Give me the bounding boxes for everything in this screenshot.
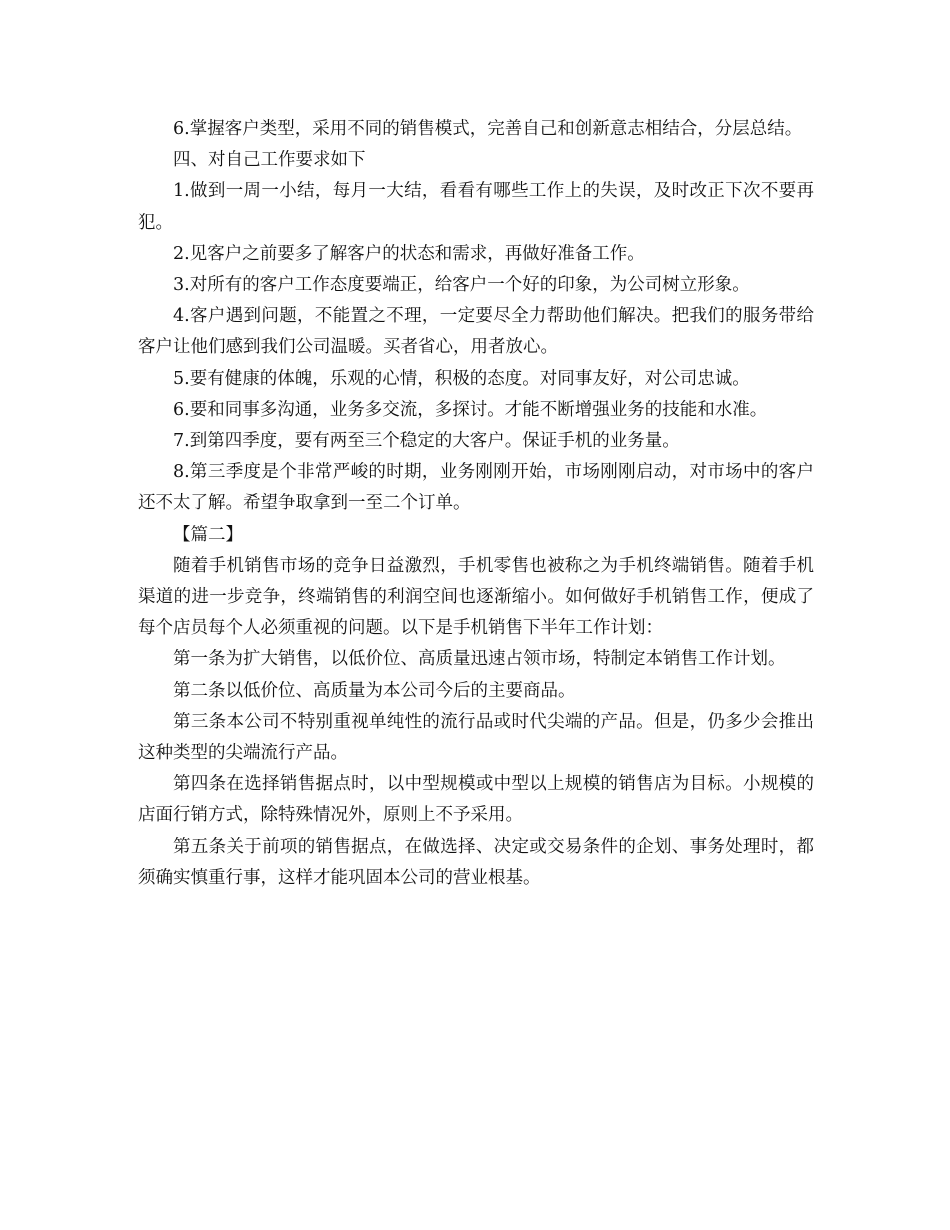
paragraph-requirement-3: 3.对所有的客户工作态度要端正，给客户一个好的印象，为公司树立形象。 [173, 275, 750, 296]
paragraph-requirement-6: 6.要和同事多沟通，业务多交流，多探讨。才能不断增强业务的技能和水准。 [173, 399, 768, 420]
paragraph-requirement-5: 5.要有健康的体魄，乐观的心情，积极的态度。对同事友好，对公司忠诚。 [173, 368, 750, 389]
section-heading-requirements: 四、对自己工作要求如下 [173, 150, 366, 171]
document-page [138, 114, 814, 894]
paragraph-item-6-summary: 6.掌握客户类型，采用不同的销售模式，完善自己和创新意志相结合，分层总结。 [173, 119, 803, 139]
paragraph-requirement-4: 4.客户遇到问题，不能置之不理，一定要尽全力帮助他们解决。把我们的服务带给客户让他们感到我们公司温暖。买者省心，用者放心。 [138, 306, 814, 358]
paragraph-article-2: 第二条以低价位、高质量为本公司今后的主要商品。 [173, 680, 576, 701]
paragraph-requirement-8: 8.第三季度是个非常严峻的时期，业务刚刚开始，市场刚刚启动，对市场中的客户还不太了解。希望争取拿到一至二个订单。 [138, 462, 814, 514]
paragraph-requirement-1: 1.做到一周一小结，每月一大结，看看有哪些工作上的失误，及时改正下次不要再犯。 [138, 181, 814, 233]
paragraph-intro: 随着手机销售市场的竞争日益激烈，手机零售也被称之为手机终端销售。随着手机渠道的进一步竞争，终端销售的利润空间也逐渐缩小。如何做好手机销售工作，便成了每个店员每个人必须重视的问题。以下是手机销售下半年工作计划： [138, 555, 814, 639]
paragraph-article-1: 第一条为扩大销售，以低价位、高质量迅速占领市场，特制定本销售工作计划。 [173, 649, 786, 670]
paragraph-requirement-2: 2.见客户之前要多了解客户的状态和需求，再做好准备工作。 [173, 243, 645, 264]
paragraph-requirement-7: 7.到第四季度，要有两至三个稳定的大客户。保证手机的业务量。 [173, 431, 680, 452]
paragraph-article-3: 第三条本公司不特别重视单纯性的流行品或时代尖端的产品。但是，仍多少会推出这种类型的尖端流行产品。 [138, 711, 814, 764]
section-heading-part-two: 【篇二】 [173, 524, 243, 545]
paragraph-article-4: 第四条在选择销售据点时，以中型规模或中型以上规模的销售店为目标。小规模的店面行销方式，除特殊情况外，原则上不予采用。 [138, 774, 814, 826]
paragraph-article-5: 第五条关于前项的销售据点，在做选择、决定或交易条件的企划、事务处理时，都须确实慎重行事，这样才能巩固本公司的营业根基。 [138, 836, 814, 888]
